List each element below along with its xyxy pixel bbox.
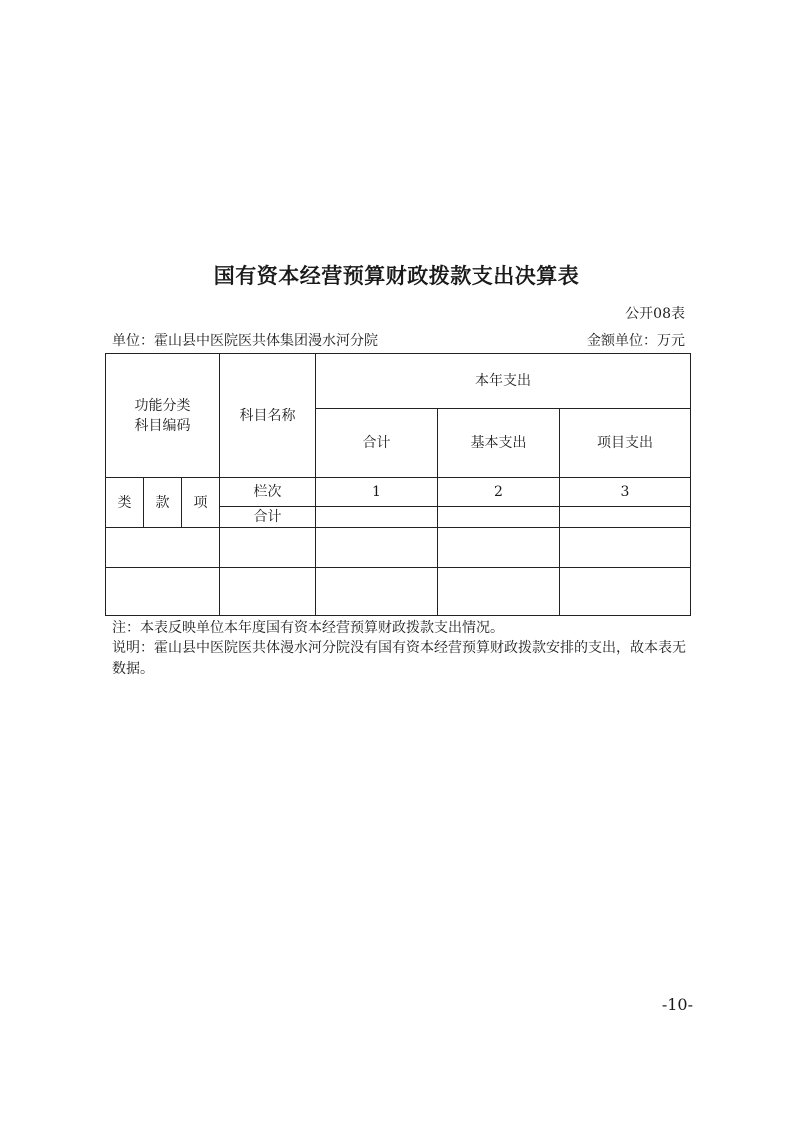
empty-cell bbox=[106, 528, 220, 568]
empty-cell bbox=[560, 568, 691, 616]
explanation: 说明：霍山县中医院医共体漫水河分院没有国有资本经营预算财政拨款安排的支出，故本表无数据。 bbox=[112, 640, 686, 677]
total-value-cell bbox=[316, 507, 438, 528]
function-class-line1: 功能分类 bbox=[134, 397, 191, 414]
table-row bbox=[106, 528, 691, 568]
amount-unit-label: 金额单位：万元 bbox=[587, 333, 685, 349]
index-row bbox=[106, 478, 691, 507]
project-col-header: 项目支出 bbox=[560, 409, 691, 478]
empty-cell bbox=[220, 528, 316, 568]
index-2: 2 bbox=[438, 478, 560, 507]
lei-header: 类 bbox=[106, 478, 144, 528]
empty-cell bbox=[106, 568, 220, 616]
index-1: 1 bbox=[316, 478, 438, 507]
empty-cell bbox=[316, 528, 438, 568]
current-year-expense-header: 本年支出 bbox=[316, 354, 691, 409]
page-number: -10- bbox=[661, 995, 693, 1014]
total-col-header: 合计 bbox=[316, 409, 438, 478]
function-class-line2: 科目编码 bbox=[134, 417, 191, 434]
empty-cell bbox=[220, 568, 316, 616]
table-row bbox=[106, 568, 691, 616]
row-index-label: 栏次 bbox=[220, 478, 316, 507]
header-row-1 bbox=[106, 354, 691, 409]
kuan-header: 款 bbox=[144, 478, 182, 528]
basic-value-cell bbox=[438, 507, 560, 528]
project-value-cell bbox=[560, 507, 691, 528]
expense-table bbox=[105, 353, 691, 616]
form-code: 公开08表 bbox=[625, 306, 685, 322]
total-row-label: 合计 bbox=[220, 507, 316, 528]
index-3: 3 bbox=[560, 478, 691, 507]
page-title: 国有资本经营预算财政拨款支出决算表 bbox=[213, 264, 580, 288]
empty-cell bbox=[438, 568, 560, 616]
empty-cell bbox=[316, 568, 438, 616]
basic-col-header: 基本支出 bbox=[438, 409, 560, 478]
subject-name-header: 科目名称 bbox=[220, 354, 316, 478]
empty-cell bbox=[438, 528, 560, 568]
empty-cell bbox=[560, 528, 691, 568]
function-class-header bbox=[106, 354, 220, 478]
table-note: 注：本表反映单位本年度国有资本经营预算财政拨款支出情况。 bbox=[112, 620, 504, 636]
unit-label: 单位：霍山县中医院医共体集团漫水河分院 bbox=[112, 333, 378, 349]
xiang-header: 项 bbox=[182, 478, 220, 528]
